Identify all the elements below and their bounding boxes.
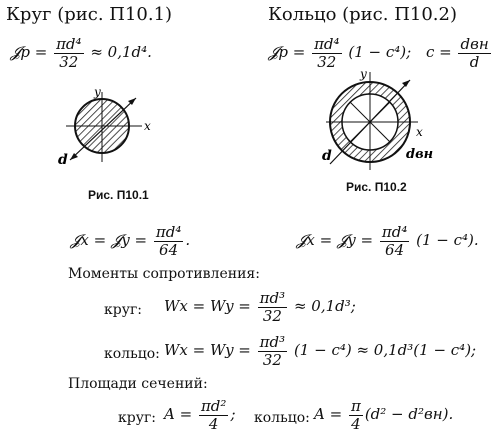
- circle-heading: Круг (рис. П10.1): [6, 4, 173, 25]
- ring-heading: Кольцо (рис. П10.2): [268, 4, 457, 25]
- figure-caption-circle: Рис. П10.1: [88, 188, 149, 202]
- label-ring-modulus: кольцо:: [104, 346, 160, 362]
- diameter-label: d: [58, 152, 68, 168]
- area-ring-formula: A = $\frac{\pi}{4}$ (d² − d²вн).: [314, 397, 454, 433]
- section-moduli-title: Моменты сопротивления:: [68, 266, 260, 282]
- area-circle-formula: A = $\frac{\text{πd²}}{4}$ ;: [164, 397, 236, 433]
- figure-circle-section: [50, 86, 160, 176]
- label-ring-area: кольцо:: [254, 410, 310, 426]
- circle-polar-moment-formula: [10, 36, 152, 70]
- inner-diameter-label: dвн: [406, 147, 434, 162]
- ring-polar-moment-formula: 𝓙p = $\frac{\text{πd⁴}}{32}$ (1 − c⁴); c = $\frac{\text{dвн}}{d}$: [268, 35, 489, 71]
- axial-moment-circle: 𝓙x = 𝓙y = $\frac{\text{πd⁴}}{64}$ .: [70, 223, 191, 259]
- formula-approx: ≈ 0,1d⁴.: [90, 43, 152, 61]
- formula-fraction: $\frac{\text{πd⁴}}{32}$: [56, 35, 82, 71]
- formula-lhs: 𝓙p =: [10, 43, 48, 61]
- figure-caption-ring: Рис. П10.2: [346, 180, 407, 194]
- axis-x-label: x: [144, 119, 151, 133]
- label-circle-modulus: круг:: [104, 302, 143, 318]
- section-modulus-circle-formula: Wx = Wy = $\frac{\text{πd³}}{32}$ ≈ 0,1d³;: [164, 289, 356, 325]
- diameter-label: d: [322, 148, 332, 164]
- axial-moment-ring: 𝓙x = 𝓙y = $\frac{\text{πd⁴}}{64}$ (1 − c⁴).: [296, 223, 479, 259]
- section-modulus-ring-formula: Wx = Wy = $\frac{\text{πd³}}{32}$ (1 − c⁴) ≈ 0,1d³(1 − c⁴);: [164, 333, 477, 369]
- axis-x-label: x: [416, 125, 423, 139]
- label-circle-area: круг:: [118, 410, 157, 426]
- axis-y-label: y: [360, 67, 367, 81]
- areas-title: Площади сечений:: [68, 376, 208, 392]
- axis-y-label: y: [94, 86, 101, 99]
- figure-ring-section: [318, 66, 438, 174]
